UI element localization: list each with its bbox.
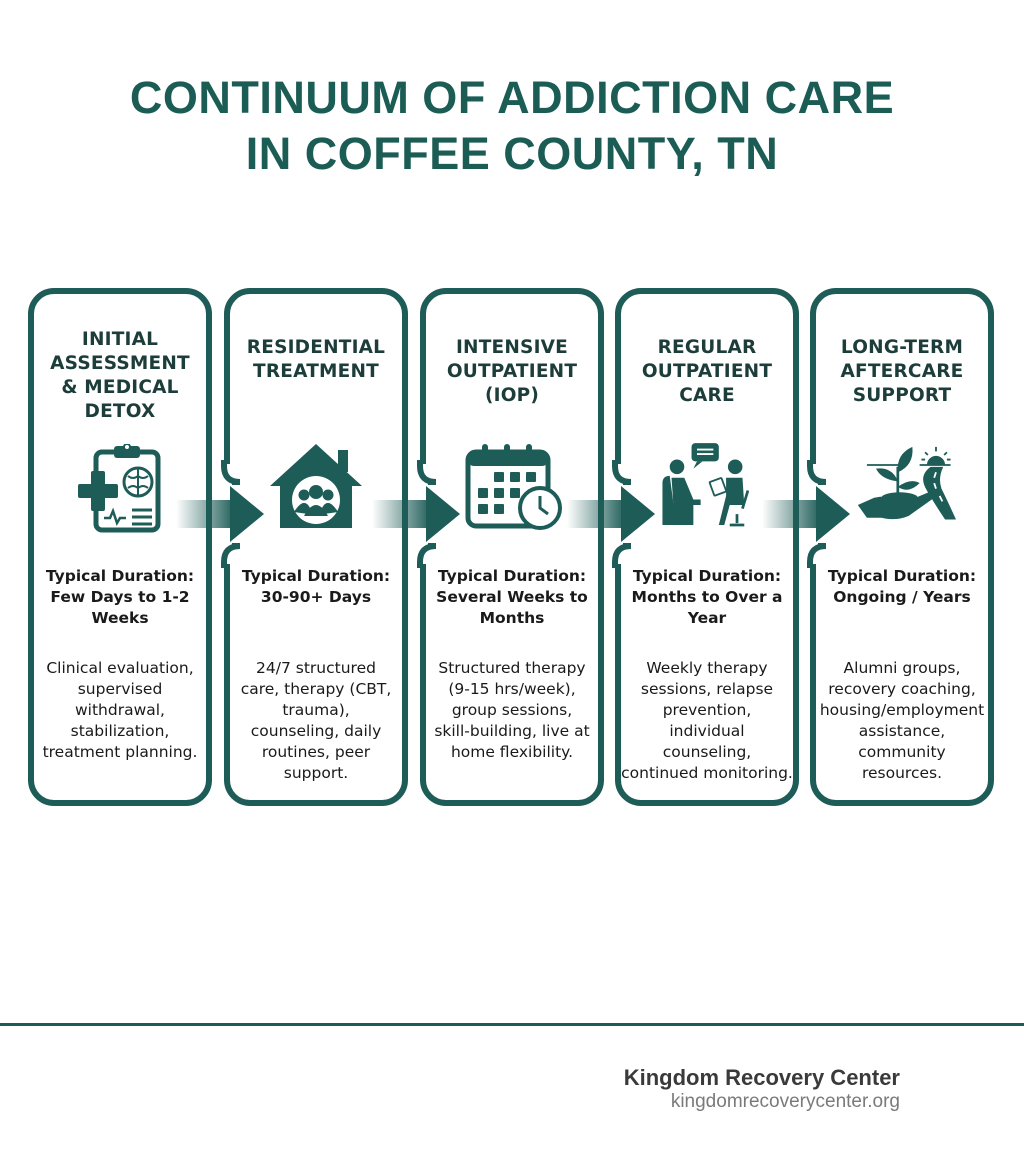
stage-duration xyxy=(816,566,988,608)
stage-heading xyxy=(230,336,402,384)
duration-line: Typical Duration: xyxy=(632,567,782,585)
description-line: Clinical evaluation, xyxy=(46,659,194,677)
stage-card-long-term-aftercare xyxy=(810,288,994,806)
stage-card-residential-treatment xyxy=(224,288,408,806)
heading-line: AFTERCARE xyxy=(840,361,964,382)
stage-card-regular-outpatient xyxy=(615,288,799,806)
description-line: housing/employment xyxy=(819,701,985,719)
duration-line: Ongoing / Years xyxy=(833,588,971,606)
duration-line: Year xyxy=(687,609,727,627)
description-line: resources. xyxy=(861,764,943,782)
calendar-clock-icon xyxy=(464,442,564,532)
house-group-icon xyxy=(266,440,366,530)
description-line: recovery coaching, xyxy=(828,680,976,698)
heading-line: REGULAR xyxy=(657,337,757,358)
heading-line: LONG-TERM xyxy=(840,337,964,358)
stage-heading xyxy=(34,328,206,424)
stage-description xyxy=(420,658,604,763)
stage-card-initial-assessment xyxy=(28,288,212,806)
heading-line: RESIDENTIAL xyxy=(246,337,386,358)
brand-url[interactable]: kingdomrecoverycenter.org xyxy=(670,1091,900,1112)
description-line: (9-15 hrs/week), xyxy=(448,680,576,698)
heading-line: OUTPATIENT xyxy=(446,361,578,382)
description-line: individual xyxy=(669,722,745,740)
heading-line: & MEDICAL xyxy=(61,377,179,398)
description-line: sessions, relapse xyxy=(640,680,774,698)
heading-line: DETOX xyxy=(84,401,156,422)
description-line: care, therapy (CBT, xyxy=(240,680,392,698)
duration-line: Typical Duration: xyxy=(45,567,195,585)
description-line: counseling, xyxy=(662,743,752,761)
description-line: counseling, daily xyxy=(250,722,382,740)
stage-description xyxy=(810,658,994,784)
duration-line: 30-90+ Days xyxy=(260,588,372,606)
description-line: withdrawal, xyxy=(74,701,165,719)
description-line: support. xyxy=(283,764,349,782)
duration-line: Few Days to 1-2 xyxy=(50,588,190,606)
stage-duration xyxy=(34,566,206,629)
stage-heading xyxy=(426,336,598,408)
description-line: supervised xyxy=(77,680,163,698)
page-title xyxy=(0,70,1024,182)
description-line: skill-building, live at xyxy=(434,722,590,740)
duration-line: Weeks xyxy=(91,609,149,627)
stage-description xyxy=(615,658,799,784)
description-line: stabilization, xyxy=(70,722,170,740)
brand-block xyxy=(624,1065,900,1113)
description-line: home flexibility. xyxy=(450,743,574,761)
hand-sprout-road-icon xyxy=(856,440,956,530)
heading-line: CARE xyxy=(679,385,735,406)
title-line-2: IN COFFEE COUNTY, TN xyxy=(245,128,779,179)
duration-line: Months to Over a xyxy=(631,588,783,606)
description-line: group sessions, xyxy=(451,701,573,719)
clipboard-medical-brain-icon xyxy=(74,444,174,534)
heading-line: (IOP) xyxy=(484,385,540,406)
heading-line: SUPPORT xyxy=(852,385,952,406)
description-line: Alumni groups, xyxy=(843,659,961,677)
brand-name: Kingdom Recovery Center xyxy=(623,1065,900,1090)
duration-line: Several Weeks to xyxy=(436,588,588,606)
duration-line: Typical Duration: xyxy=(437,567,587,585)
description-line: assistance, xyxy=(858,722,946,740)
stage-heading xyxy=(816,336,988,408)
description-line: community xyxy=(858,743,946,761)
title-line-1: CONTINUUM OF ADDICTION CARE xyxy=(129,72,895,123)
description-line: Structured therapy xyxy=(438,659,586,677)
footer-divider xyxy=(0,1023,1024,1026)
description-line: routines, peer xyxy=(261,743,371,761)
description-line: Weekly therapy xyxy=(646,659,768,677)
heading-line: OUTPATIENT xyxy=(641,361,773,382)
description-line: prevention, xyxy=(662,701,752,719)
heading-line: INITIAL xyxy=(81,329,159,350)
stage-heading xyxy=(621,336,793,408)
stage-duration xyxy=(426,566,598,629)
description-line: trauma), xyxy=(282,701,350,719)
description-line: continued monitoring. xyxy=(621,764,793,782)
description-line: 24/7 structured xyxy=(256,659,376,677)
duration-line: Months xyxy=(479,609,545,627)
heading-line: INTENSIVE xyxy=(455,337,569,358)
heading-line: ASSESSMENT xyxy=(50,353,190,374)
stage-duration xyxy=(621,566,793,629)
counseling-session-icon xyxy=(657,440,757,530)
duration-line: Typical Duration: xyxy=(241,567,391,585)
heading-line: TREATMENT xyxy=(253,361,379,382)
description-line: treatment planning. xyxy=(42,743,198,761)
stage-card-intensive-outpatient xyxy=(420,288,604,806)
duration-line: Typical Duration: xyxy=(827,567,977,585)
stage-description xyxy=(28,658,212,763)
stage-description xyxy=(224,658,408,784)
stage-duration xyxy=(230,566,402,608)
